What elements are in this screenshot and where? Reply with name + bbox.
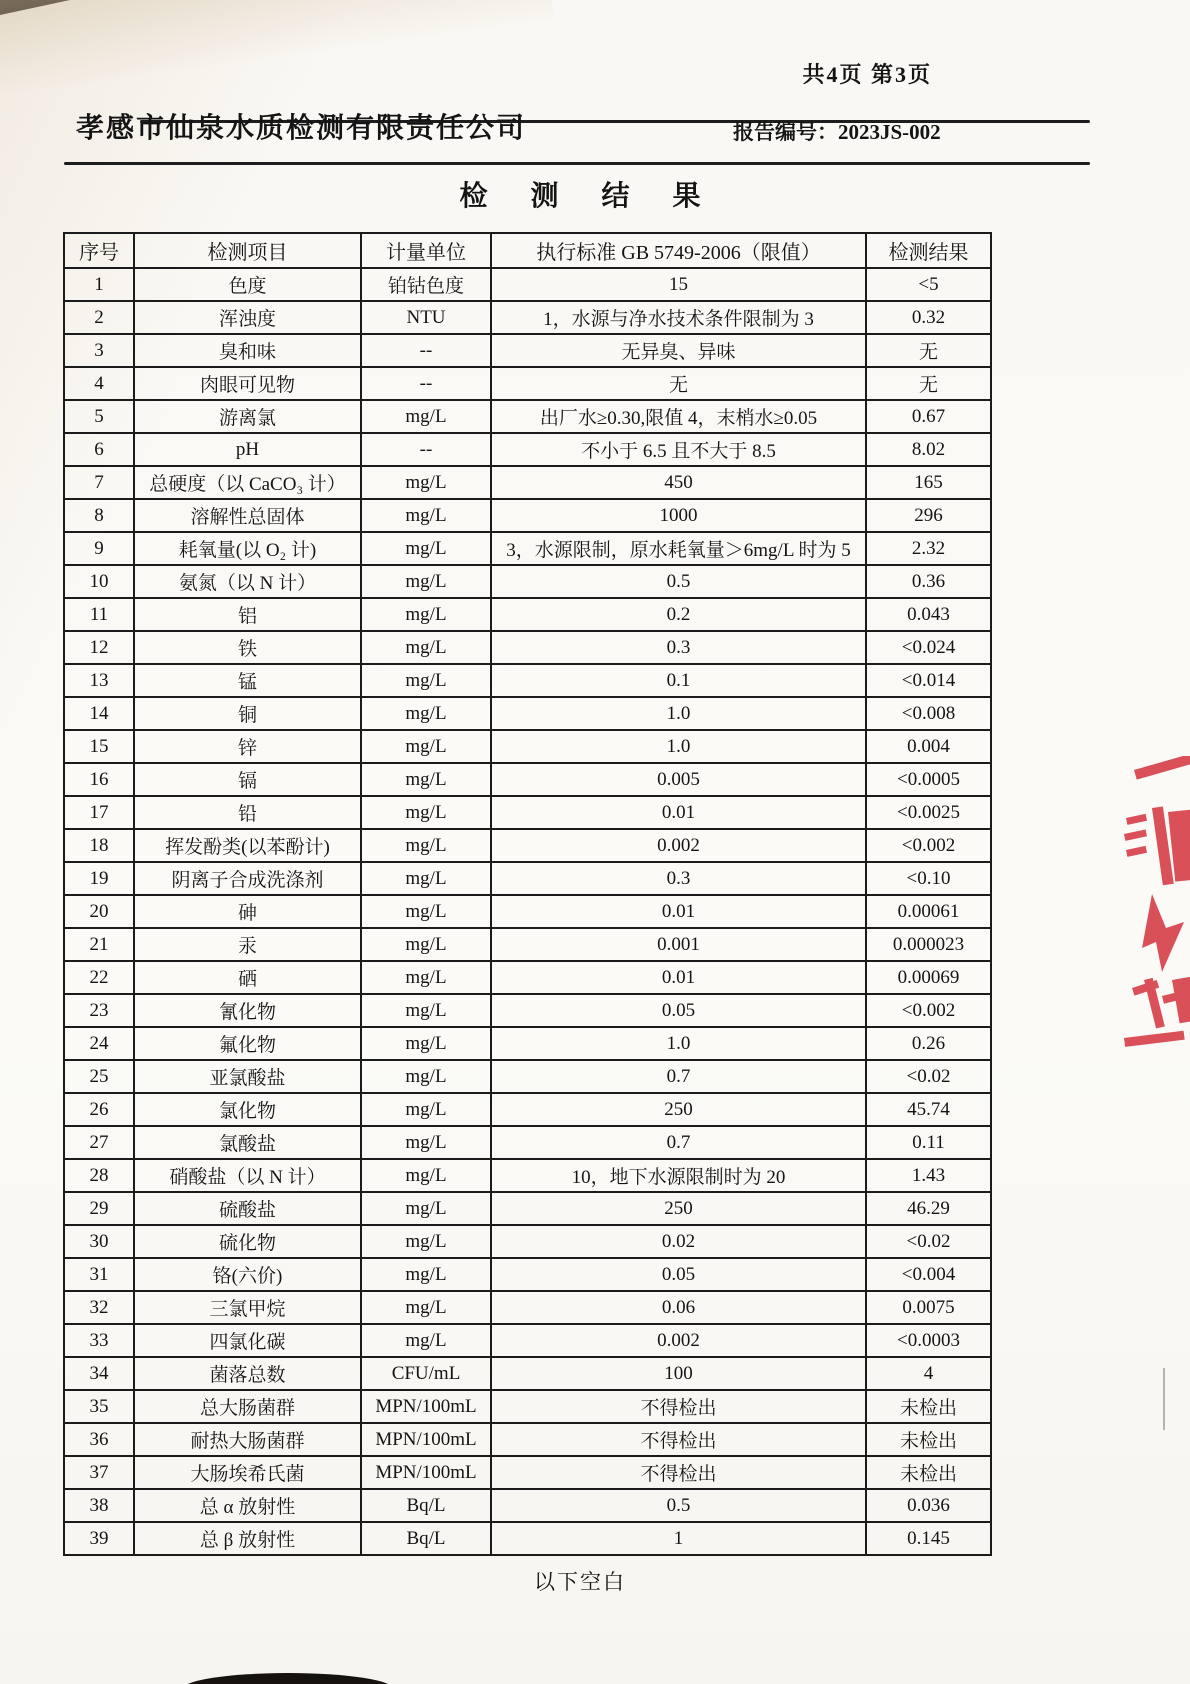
cell-standard: 不得检出 [491, 1390, 866, 1423]
page-number: 共4页 第3页 [802, 62, 932, 87]
cell-result: 无 [866, 367, 991, 400]
table-row [64, 565, 991, 598]
cell-no: 17 [64, 796, 134, 829]
cell-result: 无 [866, 334, 991, 367]
cell-no: 14 [64, 697, 134, 730]
table-row [64, 796, 991, 829]
cell-standard: 1 [491, 1522, 866, 1555]
table-row [64, 928, 991, 961]
cell-item: 挥发酚类(以苯酚计) [134, 829, 361, 862]
cell-unit: mg/L [361, 1027, 491, 1060]
cell-no: 16 [64, 763, 134, 796]
cell-no: 29 [64, 1192, 134, 1225]
cell-no: 36 [64, 1423, 134, 1456]
cell-result: <0.024 [866, 631, 991, 664]
table-row [64, 631, 991, 664]
cell-unit: mg/L [361, 1225, 491, 1258]
cell-result: 4 [866, 1357, 991, 1390]
cell-no: 8 [64, 499, 134, 532]
cell-standard: 0.002 [491, 1324, 866, 1357]
report-number [733, 116, 941, 146]
table-row [64, 1489, 991, 1522]
cell-no: 6 [64, 433, 134, 466]
cell-standard: 1，水源与净水技术条件限制为 3 [491, 301, 866, 334]
cell-unit: mg/L [361, 1324, 491, 1357]
cell-standard: 0.001 [491, 928, 866, 961]
cell-item: 大肠埃希氏菌 [134, 1456, 361, 1489]
table-row [64, 730, 991, 763]
cell-result: <0.0003 [866, 1324, 991, 1357]
cell-item: 浑浊度 [134, 301, 361, 334]
table-row [64, 334, 991, 367]
cell-standard: 0.5 [491, 1489, 866, 1522]
table-header-row [64, 233, 991, 268]
cell-unit: mg/L [361, 1159, 491, 1192]
cell-standard: 无异臭、异味 [491, 334, 866, 367]
cell-standard: 无 [491, 367, 866, 400]
cell-no: 28 [64, 1159, 134, 1192]
cell-result: 0.000023 [866, 928, 991, 961]
cell-unit: Bq/L [361, 1522, 491, 1555]
cell-no: 2 [64, 301, 134, 334]
cell-standard: 0.2 [491, 598, 866, 631]
cell-unit: mg/L [361, 994, 491, 1027]
cell-result: 0.00069 [866, 961, 991, 994]
table-row [64, 433, 991, 466]
table-row [64, 862, 991, 895]
cell-unit: mg/L [361, 1093, 491, 1126]
cell-result: 1.43 [866, 1159, 991, 1192]
cell-no: 25 [64, 1060, 134, 1093]
cell-result: 0.043 [866, 598, 991, 631]
cell-no: 20 [64, 895, 134, 928]
cell-standard: 10，地下水源限制时为 20 [491, 1159, 866, 1192]
cell-unit: mg/L [361, 763, 491, 796]
cell-no: 12 [64, 631, 134, 664]
cell-standard: 0.1 [491, 664, 866, 697]
cell-result: 296 [866, 499, 991, 532]
cell-no: 5 [64, 400, 134, 433]
cell-item: 硫化物 [134, 1225, 361, 1258]
cell-unit: mg/L [361, 862, 491, 895]
cell-unit: mg/L [361, 829, 491, 862]
cell-item: pH [134, 433, 361, 466]
cell-standard: 1.0 [491, 1027, 866, 1060]
cell-unit: -- [361, 433, 491, 466]
table-row [64, 1027, 991, 1060]
cell-no: 27 [64, 1126, 134, 1159]
cell-standard: 不得检出 [491, 1423, 866, 1456]
cell-no: 35 [64, 1390, 134, 1423]
table-row [64, 268, 991, 301]
cell-result: <0.002 [866, 994, 991, 1027]
report-number-value: 2023JS-002 [838, 120, 941, 144]
table-row [64, 829, 991, 862]
table-row [64, 994, 991, 1027]
cell-no: 22 [64, 961, 134, 994]
cell-item: 总大肠菌群 [134, 1390, 361, 1423]
cell-unit: mg/L [361, 1258, 491, 1291]
table-row [64, 1522, 991, 1555]
cell-result: <5 [866, 268, 991, 301]
table-row [64, 1093, 991, 1126]
table-row [64, 1159, 991, 1192]
cell-no: 31 [64, 1258, 134, 1291]
cell-no: 21 [64, 928, 134, 961]
cell-item: 总硬度（以 CaCO₃ 计） [134, 466, 361, 499]
cell-no: 34 [64, 1357, 134, 1390]
cell-result: 0.145 [866, 1522, 991, 1555]
cell-no: 33 [64, 1324, 134, 1357]
cell-unit: NTU [361, 301, 491, 334]
cell-result: <0.0005 [866, 763, 991, 796]
cell-standard: 250 [491, 1093, 866, 1126]
cell-item: 阴离子合成洗涤剂 [134, 862, 361, 895]
cell-result: 0.32 [866, 301, 991, 334]
cell-result: 未检出 [866, 1456, 991, 1489]
cell-unit: mg/L [361, 631, 491, 664]
cell-result: 0.036 [866, 1489, 991, 1522]
cell-unit: Bq/L [361, 1489, 491, 1522]
cell-standard: 0.3 [491, 862, 866, 895]
cell-no: 4 [64, 367, 134, 400]
cell-standard: 0.002 [491, 829, 866, 862]
cell-standard: 不得检出 [491, 1456, 866, 1489]
table-row [64, 961, 991, 994]
cell-item: 铝 [134, 598, 361, 631]
cell-no: 30 [64, 1225, 134, 1258]
cell-standard: 0.7 [491, 1126, 866, 1159]
cell-unit: -- [361, 334, 491, 367]
cell-result: 46.29 [866, 1192, 991, 1225]
cell-unit: mg/L [361, 565, 491, 598]
table-row [64, 664, 991, 697]
cell-item: 铬(六价) [134, 1258, 361, 1291]
cell-standard: 0.02 [491, 1225, 866, 1258]
cell-no: 13 [64, 664, 134, 697]
cell-item: 硝酸盐（以 N 计） [134, 1159, 361, 1192]
cell-no: 15 [64, 730, 134, 763]
scan-bottom-artifact [182, 1673, 394, 1684]
cell-unit: -- [361, 367, 491, 400]
cell-unit: mg/L [361, 697, 491, 730]
table-row [64, 1324, 991, 1357]
cell-item: 汞 [134, 928, 361, 961]
below-blank-note: 以下空白 [534, 1570, 626, 1594]
cell-standard: 不小于 6.5 且不大于 8.5 [491, 433, 866, 466]
company-name: 孝感市仙泉水质检测有限责任公司 [76, 113, 527, 144]
cell-unit: MPN/100mL [361, 1390, 491, 1423]
cell-result: 0.26 [866, 1027, 991, 1060]
cell-result: <0.10 [866, 862, 991, 895]
cell-item: 氯化物 [134, 1093, 361, 1126]
cell-item: 铜 [134, 697, 361, 730]
cell-standard: 100 [491, 1357, 866, 1390]
column-header-item: 检测项目 [134, 233, 361, 268]
cell-unit: mg/L [361, 1126, 491, 1159]
cell-result: <0.0025 [866, 796, 991, 829]
column-header-standard: 执行标准 GB 5749-2006（限值） [491, 233, 866, 268]
column-header-no: 序号 [64, 233, 134, 268]
cell-standard: 1.0 [491, 697, 866, 730]
cell-result: 0.11 [866, 1126, 991, 1159]
table-row [64, 1225, 991, 1258]
cell-no: 23 [64, 994, 134, 1027]
cell-result: 45.74 [866, 1093, 991, 1126]
cell-standard: 0.05 [491, 1258, 866, 1291]
table-row [64, 763, 991, 796]
cell-unit: mg/L [361, 466, 491, 499]
cell-no: 7 [64, 466, 134, 499]
cell-unit: MPN/100mL [361, 1456, 491, 1489]
cell-unit: CFU/mL [361, 1357, 491, 1390]
header-rule-bottom [64, 162, 1090, 165]
cell-no: 9 [64, 532, 134, 565]
cell-unit: mg/L [361, 1192, 491, 1225]
cell-item: 总 β 放射性 [134, 1522, 361, 1555]
table-row [64, 697, 991, 730]
cell-no: 18 [64, 829, 134, 862]
cell-no: 39 [64, 1522, 134, 1555]
results-table [63, 232, 992, 1556]
cell-standard: 出厂水≥0.30,限值 4，末梢水≥0.05 [491, 400, 866, 433]
cell-item: 菌落总数 [134, 1357, 361, 1390]
table-row [64, 1192, 991, 1225]
cell-no: 3 [64, 334, 134, 367]
cell-unit: mg/L [361, 664, 491, 697]
cell-standard: 250 [491, 1192, 866, 1225]
cell-no: 32 [64, 1291, 134, 1324]
cell-result: <0.02 [866, 1060, 991, 1093]
table-row [64, 532, 991, 565]
cell-result: 8.02 [866, 433, 991, 466]
cell-unit: mg/L [361, 499, 491, 532]
cell-item: 氟化物 [134, 1027, 361, 1060]
red-stamp-fragment [1118, 756, 1190, 1056]
cell-result: <0.008 [866, 697, 991, 730]
table-row [64, 367, 991, 400]
cell-standard: 15 [491, 268, 866, 301]
cell-item: 四氯化碳 [134, 1324, 361, 1357]
column-header-unit: 计量单位 [361, 233, 491, 268]
cell-standard: 0.3 [491, 631, 866, 664]
cell-item: 亚氯酸盐 [134, 1060, 361, 1093]
cell-item: 总 α 放射性 [134, 1489, 361, 1522]
cell-standard: 0.7 [491, 1060, 866, 1093]
cell-standard: 0.01 [491, 961, 866, 994]
cell-standard: 1.0 [491, 730, 866, 763]
cell-item: 氯酸盐 [134, 1126, 361, 1159]
cell-unit: mg/L [361, 400, 491, 433]
cell-standard: 1000 [491, 499, 866, 532]
table-row [64, 1126, 991, 1159]
table-row [64, 1390, 991, 1423]
cell-result: 未检出 [866, 1423, 991, 1456]
scan-edge-line [1163, 1368, 1165, 1430]
cell-item: 氨氮（以 N 计） [134, 565, 361, 598]
cell-standard: 0.05 [491, 994, 866, 1027]
cell-item: 锰 [134, 664, 361, 697]
cell-result: 0.36 [866, 565, 991, 598]
cell-standard: 3，水源限制，原水耗氧量＞6mg/L 时为 5 [491, 532, 866, 565]
table-row [64, 1291, 991, 1324]
cell-item: 氰化物 [134, 994, 361, 1027]
cell-unit: mg/L [361, 961, 491, 994]
cell-item: 铅 [134, 796, 361, 829]
cell-unit: mg/L [361, 928, 491, 961]
cell-unit: 铂钴色度 [361, 268, 491, 301]
table-row [64, 1423, 991, 1456]
cell-unit: mg/L [361, 598, 491, 631]
cell-item: 溶解性总固体 [134, 499, 361, 532]
cell-result: 2.32 [866, 532, 991, 565]
cell-item: 硒 [134, 961, 361, 994]
cell-result: 未检出 [866, 1390, 991, 1423]
cell-item: 耗氧量(以 O₂ 计) [134, 532, 361, 565]
table-row [64, 1456, 991, 1489]
cell-item: 肉眼可见物 [134, 367, 361, 400]
cell-standard: 0.01 [491, 796, 866, 829]
cell-no: 24 [64, 1027, 134, 1060]
table-row [64, 1357, 991, 1390]
table-row [64, 400, 991, 433]
table-row [64, 1258, 991, 1291]
cell-no: 1 [64, 268, 134, 301]
cell-standard: 450 [491, 466, 866, 499]
scan-shadow-band [0, 0, 554, 106]
cell-result: 0.00061 [866, 895, 991, 928]
report-number-label: 报告编号： [733, 120, 838, 144]
table-row [64, 895, 991, 928]
table-row [64, 301, 991, 334]
cell-result: 165 [866, 466, 991, 499]
cell-item: 铁 [134, 631, 361, 664]
cell-no: 10 [64, 565, 134, 598]
cell-no: 26 [64, 1093, 134, 1126]
cell-no: 38 [64, 1489, 134, 1522]
cell-result: <0.004 [866, 1258, 991, 1291]
cell-unit: mg/L [361, 796, 491, 829]
table-row [64, 466, 991, 499]
cell-standard: 0.01 [491, 895, 866, 928]
table-row [64, 598, 991, 631]
cell-item: 三氯甲烷 [134, 1291, 361, 1324]
cell-result: <0.014 [866, 664, 991, 697]
cell-no: 11 [64, 598, 134, 631]
cell-unit: mg/L [361, 895, 491, 928]
cell-result: 0.0075 [866, 1291, 991, 1324]
cell-no: 37 [64, 1456, 134, 1489]
cell-standard: 0.005 [491, 763, 866, 796]
cell-unit: mg/L [361, 1291, 491, 1324]
cell-standard: 0.5 [491, 565, 866, 598]
cell-item: 镉 [134, 763, 361, 796]
cell-item: 臭和味 [134, 334, 361, 367]
cell-result: <0.002 [866, 829, 991, 862]
table-row [64, 1060, 991, 1093]
results-table-body [64, 268, 991, 1555]
cell-unit: mg/L [361, 1060, 491, 1093]
cell-unit: mg/L [361, 532, 491, 565]
cell-item: 耐热大肠菌群 [134, 1423, 361, 1456]
column-header-result: 检测结果 [866, 233, 991, 268]
cell-result: <0.02 [866, 1225, 991, 1258]
cell-result: 0.67 [866, 400, 991, 433]
cell-item: 砷 [134, 895, 361, 928]
cell-no: 19 [64, 862, 134, 895]
cell-item: 锌 [134, 730, 361, 763]
cell-result: 0.004 [866, 730, 991, 763]
cell-unit: mg/L [361, 730, 491, 763]
cell-standard: 0.06 [491, 1291, 866, 1324]
cell-unit: MPN/100mL [361, 1423, 491, 1456]
cell-item: 硫酸盐 [134, 1192, 361, 1225]
table-row [64, 499, 991, 532]
cell-item: 色度 [134, 268, 361, 301]
document-title: 检 测 结 果 [459, 181, 719, 212]
cell-item: 游离氯 [134, 400, 361, 433]
